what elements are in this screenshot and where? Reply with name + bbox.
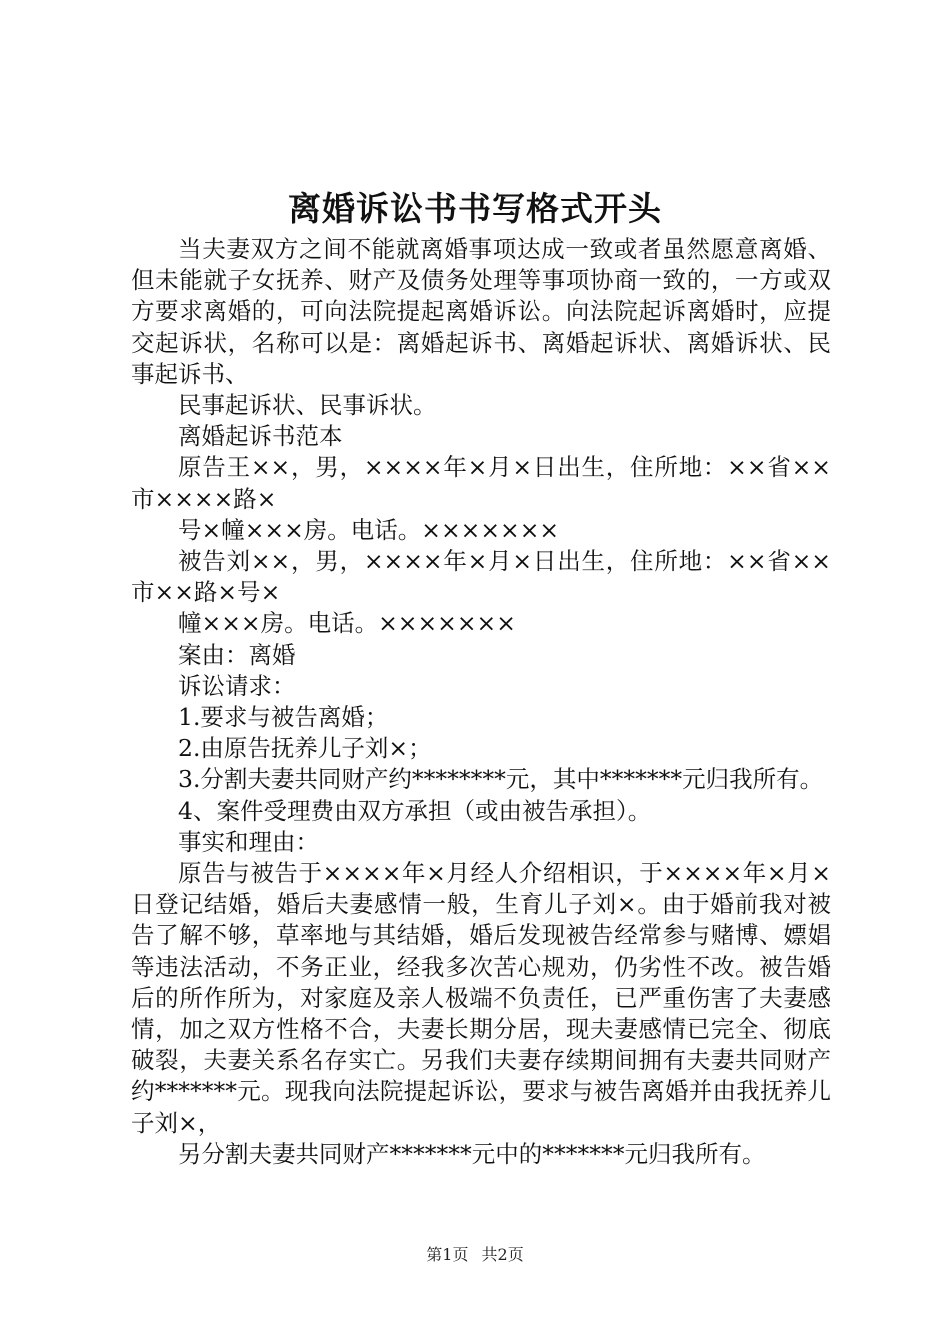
- page-footer: [0, 1244, 950, 1266]
- plaintiff-address-phone: 号×幢×××房。电话。×××××××: [178, 515, 560, 544]
- facts-paragraph-continued: 另分割夫妻共同财产*******元中的*******元归我所有。: [178, 1139, 766, 1168]
- page-number-total: 共2页: [481, 1245, 524, 1264]
- paragraph-intro: 当夫妻双方之间不能就离婚事项达成一致或者虽然愿意离婚、但未能就子女抚养、财产及债务处理等事项协商一致的，一方或双方要求离婚的，可向法院提起离婚诉讼。向法院起诉离婚时，应提交起诉状，名称可以是：离婚起诉书、离婚起诉状、离婚诉状、民事起诉书、: [131, 235, 831, 388]
- paragraph-intro-continued: 民事起诉状、民事诉状。: [178, 391, 437, 420]
- claim-item-3: 3.分割夫妻共同财产约********元，其中*******元归我所有。: [178, 765, 824, 794]
- document-body: [131, 234, 831, 1170]
- section-heading-sample: 离婚起诉书范本: [178, 422, 343, 451]
- facts-paragraph: 原告与被告于××××年×月经人介绍相识，于××××年×月×日登记结婚，婚后夫妻感情一般，生育儿子刘×。由于婚前我对被告了解不够，草率地与其结婚，婚后发现被告经常参与赌博、嫖娼等违法活动，不务正业，经我多次苦心规劝，仍劣性不改。被告婚后的所作所为，对家庭及亲人极端不负责任，已严重伤害了夫妻感情，加之双方性格不合，夫妻长期分居，现夫妻感情已完全、彻底破裂，夫妻关系名存实亡。另我们夫妻存续期间拥有夫妻共同财产约*******元。现我向法院提起诉讼，要求与被告离婚并由我抚养儿子刘×，: [131, 859, 831, 1137]
- plaintiff-info: 原告王××，男，××××年×月×日出生，住所地：××省××市××××路×: [131, 453, 831, 513]
- defendant-info: 被告刘××，男，××××年×月×日出生，住所地：××省××市××路×号×: [131, 547, 831, 607]
- document-title: 离婚诉讼书书写格式开头: [288, 189, 662, 228]
- claim-item-1: 1.要求与被告离婚；: [178, 703, 389, 732]
- claims-heading: 诉讼请求：: [178, 671, 296, 700]
- page-number-current: 第1页: [426, 1245, 469, 1264]
- claim-item-2: 2.由原告抚养儿子刘×；: [178, 734, 432, 763]
- case-cause: 案由：离婚: [178, 640, 296, 669]
- claim-item-4: 4、案件受理费由双方承担（或由被告承担）。: [178, 796, 652, 825]
- facts-heading: 事实和理由：: [178, 827, 319, 856]
- defendant-address-phone: 幢×××房。电话。×××××××: [178, 609, 516, 638]
